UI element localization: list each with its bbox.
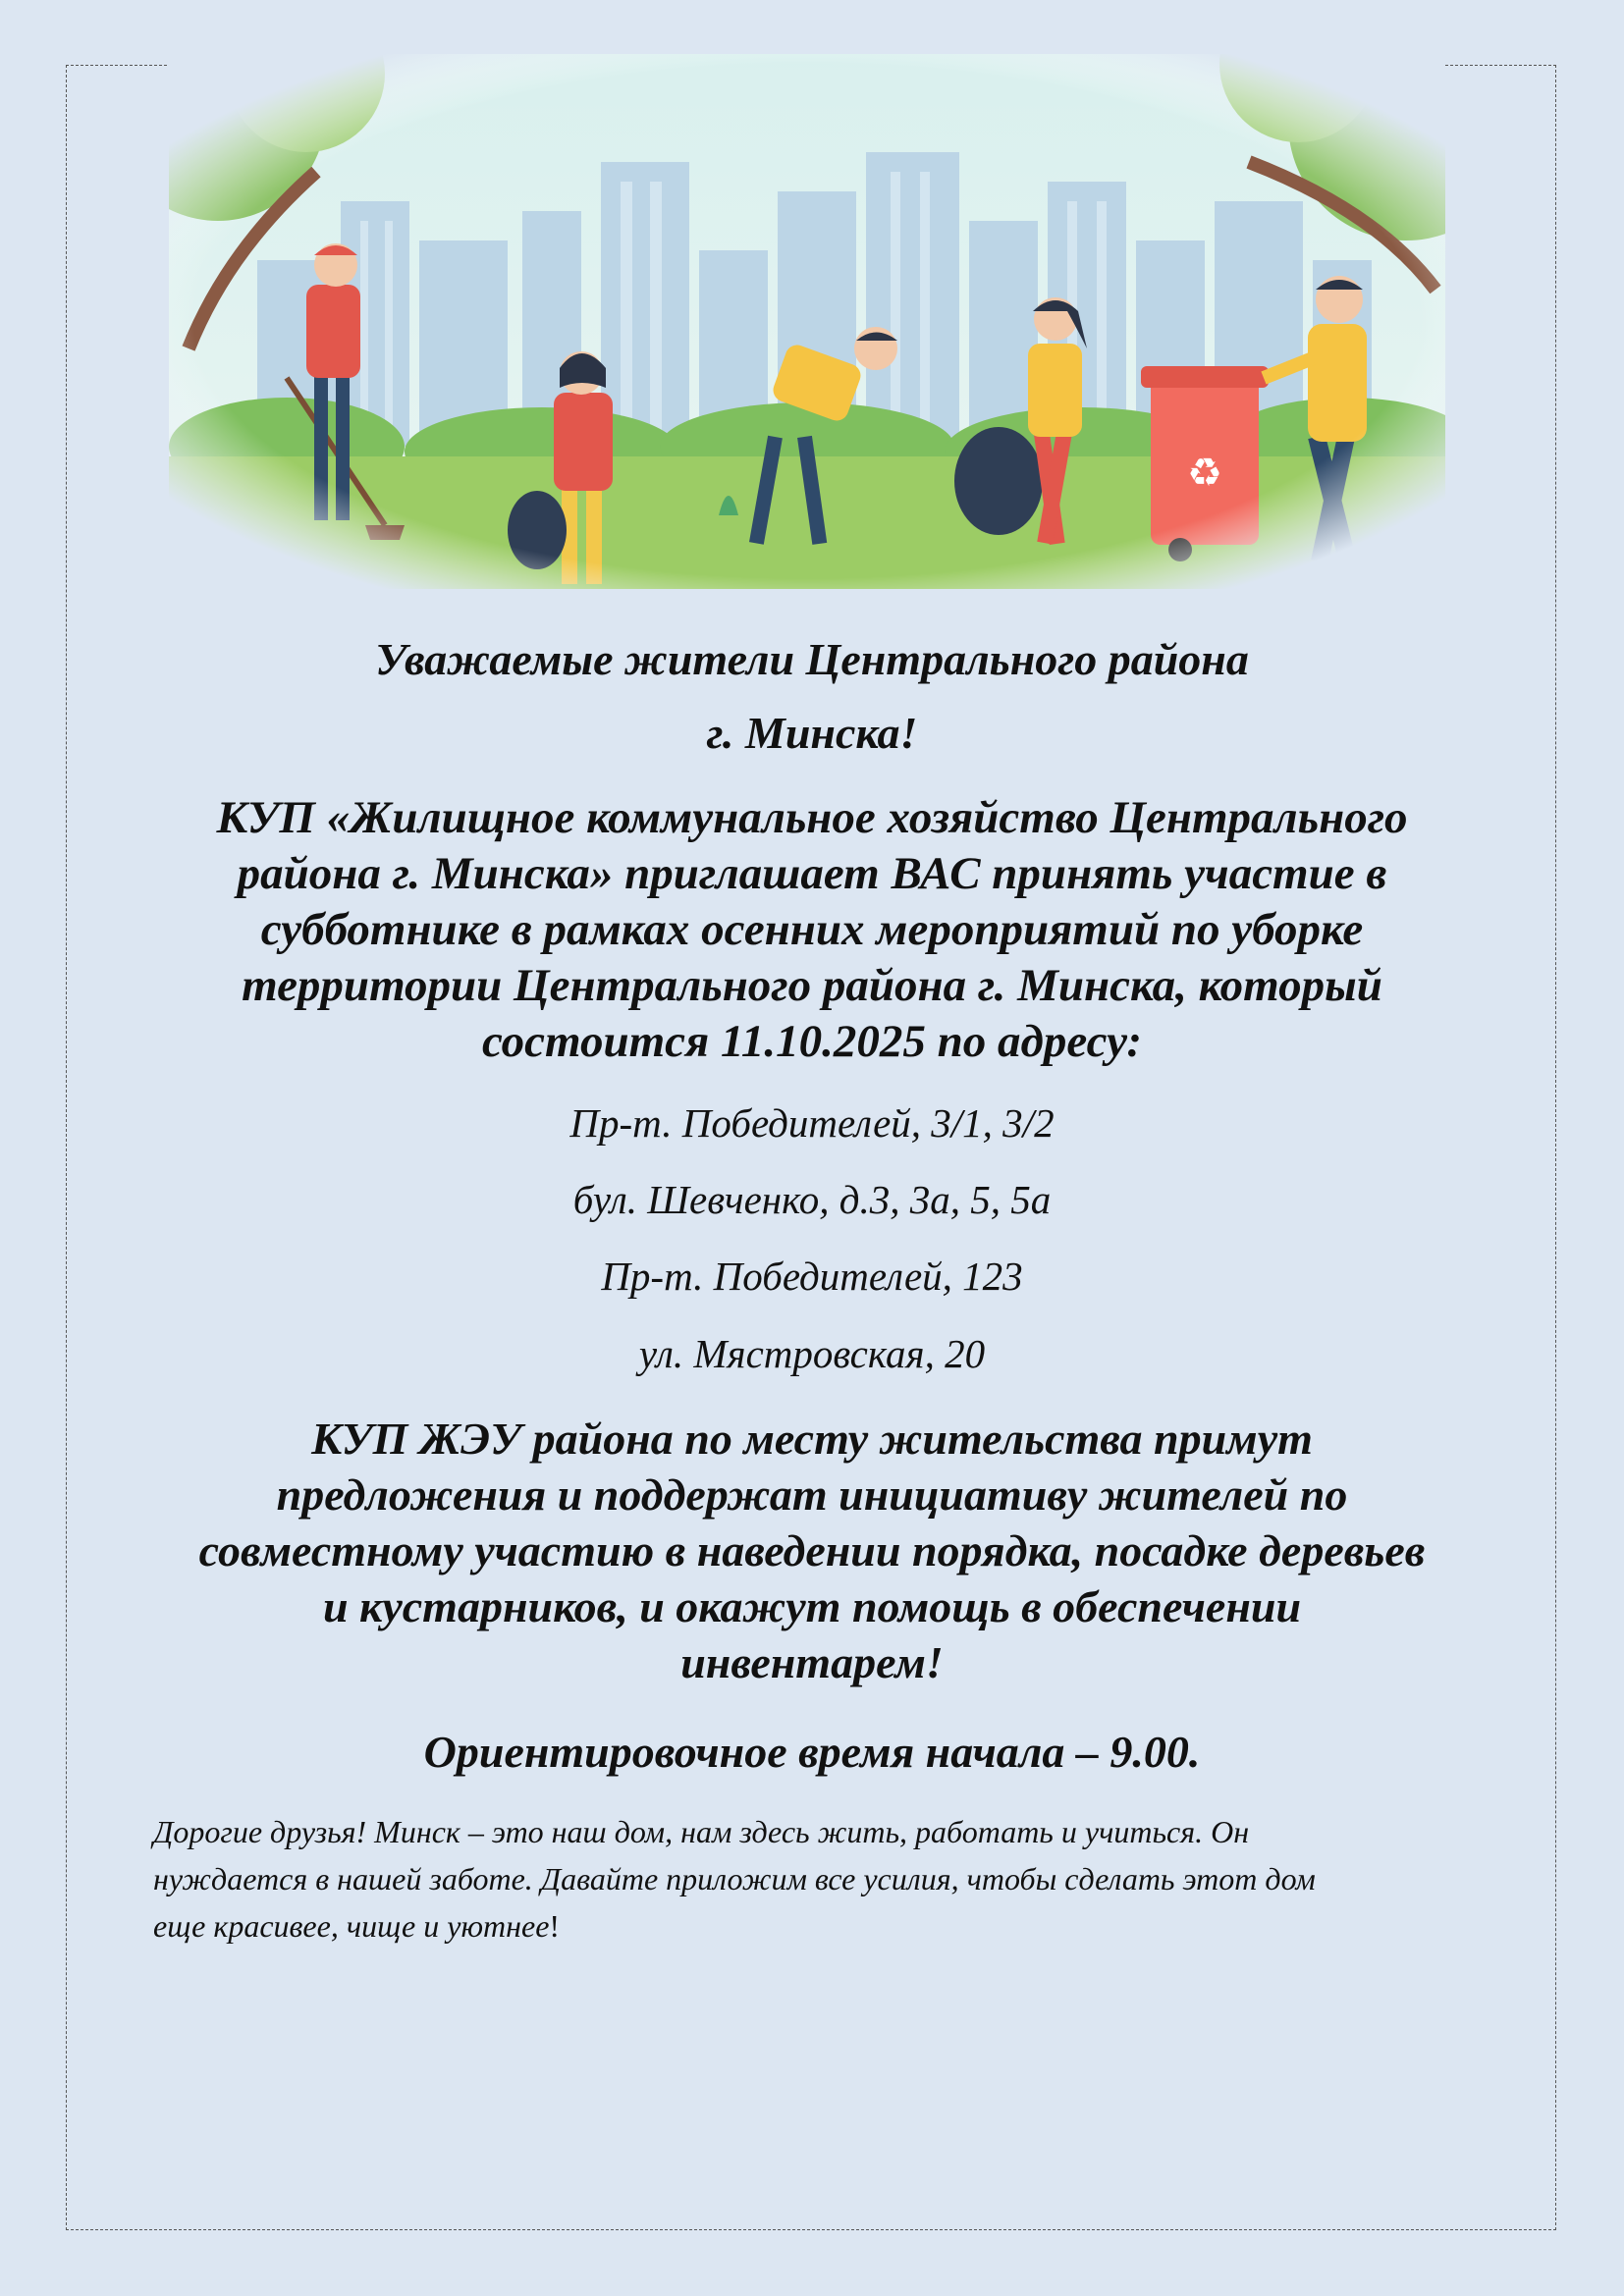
- closing-line: Дорогие друзья! Минск – это наш дом, нам здесь жить, работать и учиться. Он: [153, 1814, 1250, 1849]
- closing-exclamation: !: [549, 1908, 561, 1944]
- support-line: предложения и поддержат инициативу жителей по: [276, 1469, 1348, 1520]
- address-item: ул. Мястровская, 20: [638, 1331, 986, 1376]
- greeting-line-2: г. Минска!: [706, 708, 918, 758]
- closing-line: нуждается в нашей заботе. Давайте приложим все усилия, чтобы сделать этот дом: [153, 1861, 1316, 1896]
- invitation-line: КУП «Жилищное коммунальное хозяйство Центрального: [216, 792, 1408, 843]
- invitation-paragraph: [128, 790, 1496, 1070]
- support-line: КУП ЖЭУ района по месту жительства примут: [311, 1414, 1313, 1464]
- closing-line-last: [153, 1902, 1498, 1949]
- cleanup-illustration: [169, 54, 1445, 589]
- support-line: инвентарем!: [680, 1637, 944, 1687]
- closing-paragraph: [153, 1808, 1498, 1949]
- invitation-line: состоится 11.10.2025 по адресу:: [481, 1016, 1143, 1067]
- support-paragraph: [128, 1411, 1496, 1690]
- start-time: Ориентировочное время начала – 9.00.: [423, 1727, 1201, 1777]
- address-item: Пр-т. Победителей, 123: [601, 1254, 1023, 1299]
- support-line: совместному участию в наведении порядка, посадке деревьев: [198, 1525, 1426, 1575]
- invitation-line: района г. Минска» приглашает ВАС принять участие в: [237, 848, 1387, 899]
- invitation-line: субботнике в рамках осенних мероприятий по уборке: [260, 904, 1364, 955]
- support-line: и кустарников, и окажут помощь в обеспечении: [322, 1581, 1302, 1631]
- closing-line-text: еще красивее, чище и уютнее: [153, 1908, 550, 1944]
- address-item: бул. Шевченко, д.3, 3а, 5, 5а: [572, 1177, 1052, 1222]
- greeting-line-1: Уважаемые жители Центрального района: [375, 634, 1249, 684]
- invitation-line: территории Центрального района г. Минска, который: [242, 960, 1382, 1011]
- address-item: Пр-т. Победителей, 3/1, 3/2: [569, 1100, 1055, 1146]
